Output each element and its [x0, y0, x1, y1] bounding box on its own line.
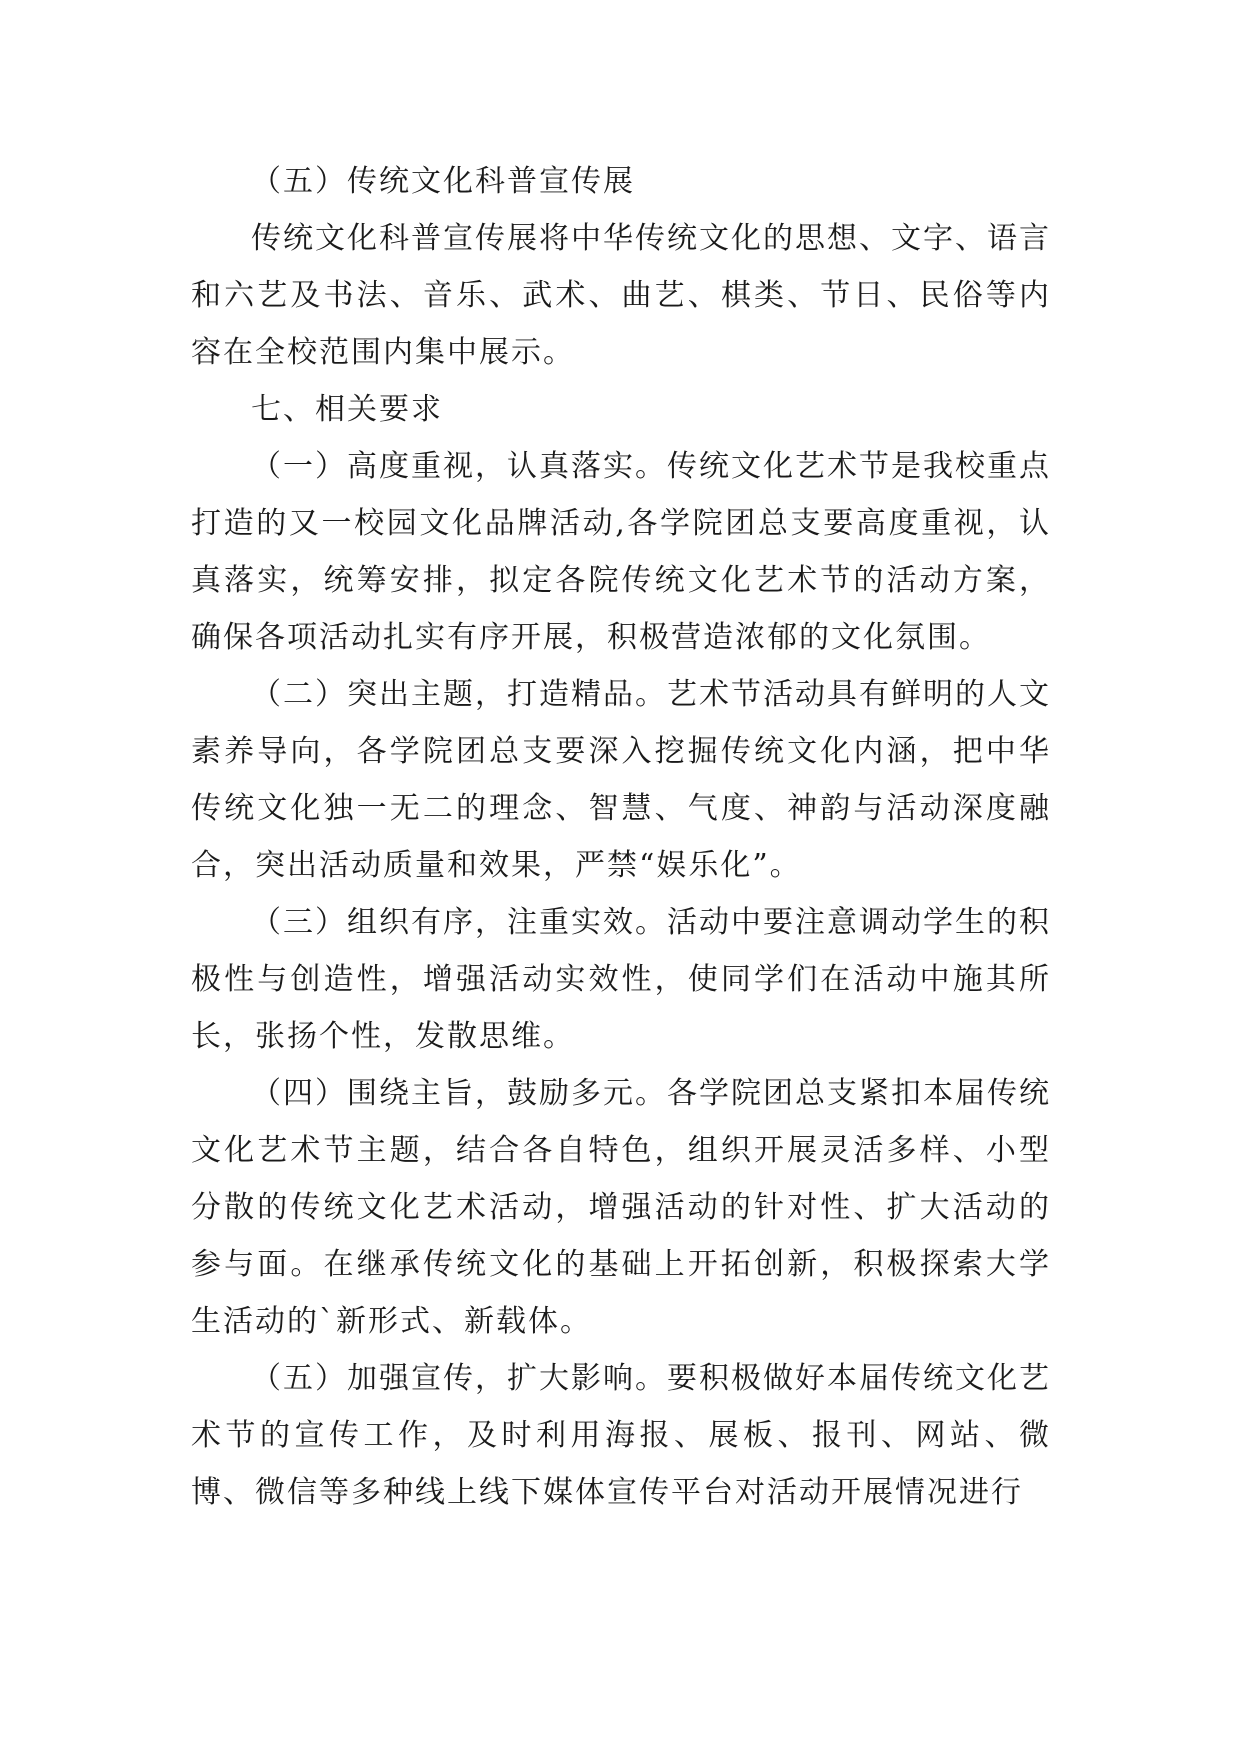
paragraph-requirement-2: （二）突出主题，打造精品。艺术节活动具有鲜明的人文素养导向，各学院团总支要深入挖掘传统文化内涵，把中华传统文化独一无二的理念、智慧、气度、神韵与活动深度融合，突出活动质量和效果，严禁“娱乐化”。 — [191, 677, 1051, 883]
paragraph-requirement-3: （三）组织有序，注重实效。活动中要注意调动学生的积极性与创造性，增强活动实效性，使同学们在活动中施其所长，张扬个性，发散思维。 — [191, 905, 1051, 1054]
document-body — [191, 153, 1051, 1521]
paragraph-requirement-5: （五）加强宣传，扩大影响。要积极做好本届传统文化艺术节的宣传工作，及时利用海报、展板、报刊、网站、微博、微信等多种线上线下媒体宣传平台对活动开展情况进行 — [191, 1361, 1051, 1510]
section-heading-requirements: 七、相关要求 — [251, 392, 443, 427]
paragraph-requirement-1: （一）高度重视，认真落实。传统文化艺术节是我校重点打造的又一校园文化品牌活动,各学院团总支要高度重视，认真落实，统筹安排，拟定各院传统文化艺术节的活动方案，确保各项活动扎实有序开展，积极营造浓郁的文化氛围。 — [191, 449, 1051, 655]
paragraph-exhibition: 传统文化科普宣传展将中华传统文化的思想、文字、语言和六艺及书法、音乐、武术、曲艺、棋类、节日、民俗等内容在全校范围内集中展示。 — [191, 221, 1051, 370]
section-heading-exhibition: （五）传统文化科普宣传展 — [251, 164, 635, 199]
paragraph-requirement-4: （四）围绕主旨，鼓励多元。各学院团总支紧扣本届传统文化艺术节主题，结合各自特色，组织开展灵活多样、小型分散的传统文化艺术活动，增强活动的针对性、扩大活动的参与面。在继承传统文化的基础上开拓创新，积极探索大学生活动的`新形式、新载体。 — [191, 1076, 1051, 1339]
